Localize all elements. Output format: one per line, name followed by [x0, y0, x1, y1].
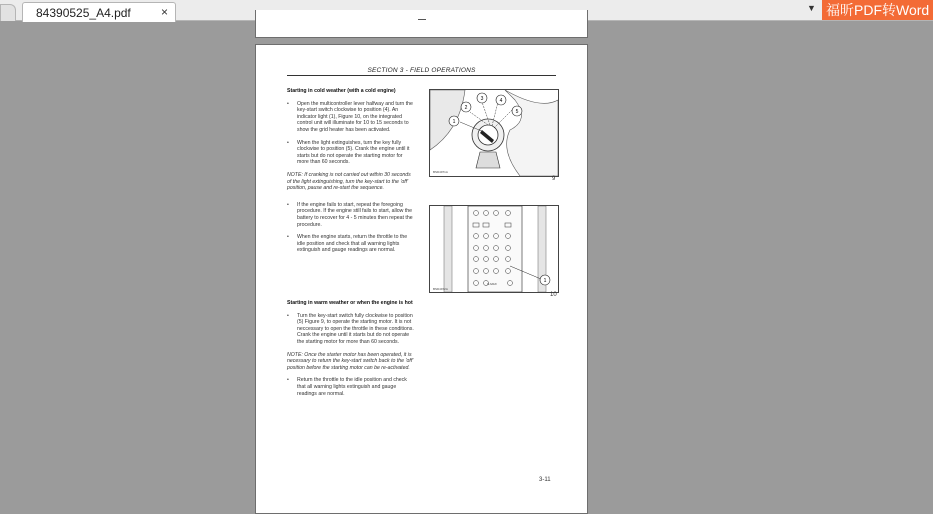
bullet-text: Open the multicontroller lever halfway and turn the key-start switch clockwise to position (4). An indicator light (1), Figure 10, on the integrated control unit will illuminate for 10 to 15 seconds to show the grid heater has been activated.: [297, 100, 413, 133]
tab-close-icon[interactable]: ×: [160, 5, 168, 19]
bullet: •: [287, 100, 289, 107]
figure-10-number: 10: [550, 292, 557, 298]
callout-label: 1: [543, 278, 547, 284]
bullet-text: When the light extinguishes, turn the key fully clockwise to position (5). Crank the engine until it starts but do not operate the starting motor for more than 60 seconds.: [297, 139, 410, 166]
document-tab[interactable]: [22, 2, 176, 22]
figure-9-key-switch: [429, 89, 559, 177]
bullet: •: [287, 234, 289, 241]
bullet-text: Return the throttle to the idle position and check that all warning lights extinguish and gauge readings are normal.: [297, 377, 407, 397]
bullet: •: [287, 139, 289, 146]
tab-title: 84390525_A4.pdf: [36, 6, 131, 20]
list-item: [287, 101, 415, 134]
cold-weather-heading: Starting in cold weather (with a cold engine): [287, 88, 396, 94]
brand-banner[interactable]: 福昕PDF转Word: [822, 0, 933, 20]
figure-9-number: 9: [552, 176, 556, 182]
callout-label: 2: [464, 105, 468, 111]
page-footer-mark: [418, 19, 426, 20]
figure-10-warning-panel: [429, 205, 559, 293]
bullet-text: If the engine fails to start, repeat the foregoing procedure. If the engine still fails to start, allow the battery to recover for 4 - 5 minutes then repeat the procedure.: [297, 201, 413, 228]
bullet-text: When the engine starts, return the throttle to the idle position and check that all warning lights extinguish and gauge readings are normal.: [297, 234, 408, 254]
warm-note: NOTE: Once the starter motor has been operated, it is necessary to return the key-start switch back to the 'off' position before the starting motor can be re-activated.: [287, 351, 414, 371]
bullet: •: [287, 312, 289, 319]
page-number: 3-11: [539, 477, 551, 483]
tab-list-dropdown-icon[interactable]: ▼: [807, 3, 816, 13]
warm-weather-heading: Starting in warm weather or when the engine is hot: [287, 300, 413, 306]
list-item: [287, 377, 415, 397]
section-header: SECTION 3 - FIELD OPERATIONS: [287, 67, 556, 76]
warning-panel-illustration: [430, 206, 558, 292]
previous-tab-stub[interactable]: [0, 4, 16, 21]
list-item: [287, 313, 415, 346]
bullet: •: [287, 377, 289, 384]
list-item: [287, 140, 415, 166]
document-page: [255, 44, 588, 514]
callout-label: 4: [499, 98, 503, 104]
figure-code: BSD4971A: [433, 170, 448, 174]
cold-note: NOTE: If cranking is not carried out within 30 seconds of the light extinguishing, turn the key-start to the 'off' position, pause and re-start the sequence.: [287, 171, 411, 192]
previous-page: [255, 10, 588, 38]
list-item: [287, 234, 415, 254]
callout-label: 3: [480, 96, 484, 102]
key-switch-illustration: [430, 90, 558, 176]
bullet: •: [287, 201, 289, 208]
list-item: [287, 202, 415, 228]
callout-label: 5: [515, 109, 519, 115]
panel-label: E-MAX: [487, 282, 497, 286]
callout-label: 1: [452, 119, 456, 125]
figure-code: BSD4972A: [433, 287, 448, 291]
warm-weather-column: [287, 300, 415, 397]
bullet-text: Turn the key-start switch fully clockwise to position (5) Figure 9, to operate the starting motor. It is not neccessary to open the throttle in these conditions. Crank the engine until it starts but do not operate the starting motor for more than 60 seconds.: [297, 312, 414, 345]
cold-weather-column: [287, 88, 415, 254]
